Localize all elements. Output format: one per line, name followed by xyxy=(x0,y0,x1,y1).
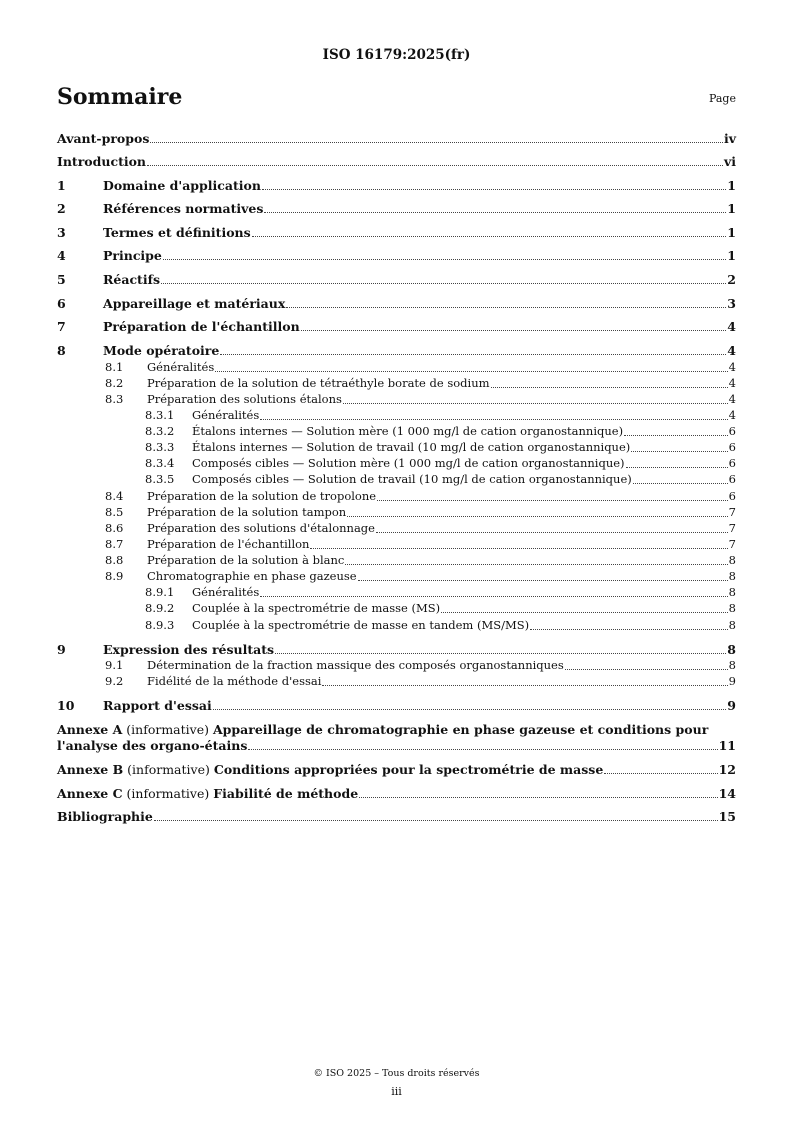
toc-entry[interactable] xyxy=(57,521,736,536)
toc-annex-a-line1[interactable] xyxy=(57,722,736,737)
toc-entry-label: Étalons internes — Solution mère (1 000 mg/l de cation organostannique) xyxy=(192,424,624,438)
dot-leader xyxy=(147,165,723,166)
toc-entry-number: 8.3.2 xyxy=(145,424,175,438)
toc-entry-label: Détermination de la fraction massique des composés organostanniques xyxy=(147,658,564,672)
dot-leader xyxy=(631,451,727,452)
toc-entry-label: Préparation de la solution tampon xyxy=(147,505,347,519)
toc-entry[interactable] xyxy=(57,505,736,520)
dot-leader xyxy=(347,516,727,517)
toc-entry-number: 8.8 xyxy=(105,553,124,567)
toc-entry-page: 15 xyxy=(718,809,736,824)
annex-a-name: Annexe A xyxy=(57,722,123,737)
toc-entry-page: 4 xyxy=(728,392,736,406)
dot-leader xyxy=(359,797,717,798)
toc-entry[interactable] xyxy=(57,424,736,439)
toc-entry-page: 2 xyxy=(727,272,736,287)
toc-entry-label: Avant-propos xyxy=(57,131,150,146)
toc-entry-number: 8.9.1 xyxy=(145,585,175,599)
toc-entry[interactable] xyxy=(57,225,736,240)
bibliography-label: Bibliographie xyxy=(57,809,153,824)
toc-entry-label: Généralités xyxy=(147,360,215,374)
toc-entry-number: 8.3.1 xyxy=(145,408,175,422)
toc-entry[interactable] xyxy=(57,489,736,504)
dot-leader xyxy=(358,580,728,581)
toc-entry-number: 9.1 xyxy=(105,658,124,672)
toc-bibliography[interactable] xyxy=(57,809,736,824)
toc-entry-number: 8.6 xyxy=(105,521,124,535)
toc-entry[interactable] xyxy=(57,537,736,552)
toc-annex-a-line2[interactable] xyxy=(57,738,736,753)
toc-entry-number: 8.9.2 xyxy=(145,601,175,615)
toc-entry-page: 8 xyxy=(728,569,736,583)
toc-entry[interactable] xyxy=(57,472,736,487)
toc-entry[interactable] xyxy=(57,601,736,616)
toc-entry-label: Réactifs xyxy=(103,272,160,287)
toc-entry-label: Références normatives xyxy=(103,201,264,216)
toc-entry[interactable] xyxy=(57,618,736,633)
toc-entry-page: 8 xyxy=(728,601,736,615)
annex-a-title-line1: Appareillage de chromatographie en phase gazeuse et conditions pour xyxy=(212,722,709,737)
toc-entry[interactable] xyxy=(57,456,736,471)
annex-a-kind: (informative) xyxy=(126,722,209,737)
annex-b-name: Annexe B xyxy=(57,762,124,777)
dot-leader xyxy=(377,500,728,501)
dot-leader xyxy=(376,532,728,533)
toc-entry-page: 8 xyxy=(728,658,736,672)
toc-entry-page: 14 xyxy=(718,786,736,801)
toc-entry-page: 4 xyxy=(727,319,736,334)
toc-entry[interactable] xyxy=(57,296,736,311)
dot-leader xyxy=(154,820,718,821)
dot-leader xyxy=(150,142,723,143)
toc-entry-label: Préparation de la solution de tropolone xyxy=(147,489,377,503)
page-number: iii xyxy=(391,1085,402,1098)
toc-entry-label: Préparation des solutions étalons xyxy=(147,392,342,406)
toc-entry[interactable] xyxy=(57,131,736,146)
toc-entry-page: 11 xyxy=(718,738,736,753)
toc-entry-label: Couplée à la spectrométrie de masse (MS) xyxy=(192,601,441,615)
toc-entry-page: 7 xyxy=(728,537,736,551)
dot-leader xyxy=(345,564,727,565)
toc-entry-number: 6 xyxy=(57,296,66,311)
annex-c-name: Annexe C xyxy=(57,786,123,801)
toc-entry-page: 9 xyxy=(727,698,736,713)
toc-entry-number: 8.3.5 xyxy=(145,472,175,486)
toc-entry-number: 8.4 xyxy=(105,489,124,503)
dot-leader xyxy=(530,629,728,630)
toc-entry-number: 4 xyxy=(57,248,66,263)
toc-entry-number: 8.3.3 xyxy=(145,440,175,454)
dot-leader xyxy=(220,354,726,355)
toc-entry[interactable] xyxy=(57,272,736,287)
toc-entry-page: 6 xyxy=(728,440,736,454)
dot-leader xyxy=(262,189,726,190)
dot-leader xyxy=(322,685,727,686)
toc-entry-number: 3 xyxy=(57,225,66,240)
toc-entry-number: 8.1 xyxy=(105,360,124,374)
annex-b-kind: (informative) xyxy=(127,762,210,777)
toc-entry-number: 8.2 xyxy=(105,376,124,390)
toc-entry-label: Préparation de la solution de tétraéthyle borate de sodium xyxy=(147,376,490,390)
dot-leader xyxy=(310,548,727,549)
toc-entry-label: Couplée à la spectrométrie de masse en tandem (MS/MS) xyxy=(192,618,530,632)
dot-leader xyxy=(286,307,726,308)
toc-entry[interactable] xyxy=(57,408,736,423)
dot-leader xyxy=(252,236,727,237)
toc-entry-label: Préparation des solutions d'étalonnage xyxy=(147,521,375,535)
toc-entry-label: Composés cibles — Solution de travail (10 mg/l de cation organostannique) xyxy=(192,472,632,486)
annex-b-title: Conditions appropriées pour la spectrométrie de masse xyxy=(213,762,604,777)
toc-entry[interactable] xyxy=(57,642,736,657)
toc-entry[interactable] xyxy=(57,319,736,334)
toc-entry-label: Étalons internes — Solution de travail (10 mg/l de cation organostannique) xyxy=(192,440,631,454)
toc-entry-number: 9 xyxy=(57,642,66,657)
toc-entry-label: Fidélité de la méthode d'essai xyxy=(147,674,322,688)
toc-entry-number: 1 xyxy=(57,178,66,193)
toc-entry[interactable] xyxy=(57,248,736,263)
toc-entry[interactable] xyxy=(57,154,736,169)
toc-entry-number: 8.7 xyxy=(105,537,124,551)
toc-entry-page: 6 xyxy=(728,456,736,470)
dot-leader xyxy=(565,669,728,670)
toc-entry-page: 9 xyxy=(728,674,736,688)
toc-entry[interactable] xyxy=(57,698,736,713)
toc-entry-page: vi xyxy=(723,154,736,169)
toc-entry-page: 6 xyxy=(728,472,736,486)
toc-entry[interactable] xyxy=(57,343,736,358)
toc-entry-number: 8.3 xyxy=(105,392,124,406)
toc-entry[interactable] xyxy=(57,585,736,600)
toc-entry-number: 2 xyxy=(57,201,66,216)
toc-entry-page: 12 xyxy=(718,762,736,777)
dot-leader xyxy=(626,467,728,468)
toc-entry-page: 8 xyxy=(727,642,736,657)
toc-entry-label: Appareillage et matériaux xyxy=(103,296,286,311)
toc-entry[interactable] xyxy=(57,553,736,568)
toc-entry-page: 1 xyxy=(727,225,736,240)
toc-entry-number: 8.9 xyxy=(105,569,124,583)
toc-entry[interactable] xyxy=(57,674,736,689)
toc-entry-number: 8.9.3 xyxy=(145,618,175,632)
toc-entry-label: Expression des résultats xyxy=(103,642,275,657)
dot-leader xyxy=(624,435,728,436)
dot-leader xyxy=(248,749,717,750)
toc-entry-page: 4 xyxy=(727,343,736,358)
toc-entry-page: 6 xyxy=(728,489,736,503)
annex-c-title: Fiabilité de méthode xyxy=(213,786,359,801)
annex-a-title-line2: l'analyse des organo-étains xyxy=(57,738,248,753)
toc-entry-page: 8 xyxy=(728,585,736,599)
toc-entry-label: Préparation de l'échantillon xyxy=(147,537,310,551)
page-title: Sommaire xyxy=(57,84,183,110)
dot-leader xyxy=(441,612,728,613)
toc-entry[interactable] xyxy=(57,392,736,407)
dot-leader xyxy=(491,387,728,388)
toc-entry-page: 4 xyxy=(728,360,736,374)
toc-entry-number: 8.5 xyxy=(105,505,124,519)
dot-leader xyxy=(301,330,727,331)
toc-entry-page: 1 xyxy=(727,201,736,216)
document-id: ISO 16179:2025(fr) xyxy=(322,47,471,63)
toc-entry-number: 5 xyxy=(57,272,66,287)
dot-leader xyxy=(264,212,726,213)
toc-entry[interactable] xyxy=(57,376,736,391)
toc-entry-number: 8.3.4 xyxy=(145,456,175,470)
copyright-notice: © ISO 2025 – Tous droits réservés xyxy=(313,1068,480,1079)
toc-entry-page: 1 xyxy=(727,248,736,263)
toc-entry[interactable] xyxy=(57,178,736,193)
toc-entry-label: Préparation de l'échantillon xyxy=(103,319,300,334)
toc-entry-label: Chromatographie en phase gazeuse xyxy=(147,569,357,583)
toc-entry-label: Généralités xyxy=(192,585,260,599)
toc-entry-number: 7 xyxy=(57,319,66,334)
toc-entry-label: Rapport d'essai xyxy=(103,698,212,713)
toc-entry-label: Composés cibles — Solution mère (1 000 mg/l de cation organostannique) xyxy=(192,456,625,470)
toc-entry-label: Domaine d'application xyxy=(103,178,261,193)
toc-annex-b[interactable] xyxy=(57,762,736,777)
dot-leader xyxy=(260,596,727,597)
toc-entry-page: 4 xyxy=(728,408,736,422)
toc-entry-number: 8 xyxy=(57,343,66,358)
toc-entry-number: 10 xyxy=(57,698,75,713)
toc-entry-label: Introduction xyxy=(57,154,147,169)
toc-entry[interactable] xyxy=(57,440,736,455)
dot-leader xyxy=(275,653,726,654)
toc-entry[interactable] xyxy=(57,360,736,375)
toc-entry-label: Mode opératoire xyxy=(103,343,220,358)
toc-entry-page: 3 xyxy=(727,296,736,311)
dot-leader xyxy=(604,773,717,774)
dot-leader xyxy=(215,371,727,372)
page-column-label: Page xyxy=(708,92,736,105)
dot-leader xyxy=(213,709,727,710)
toc-entry-page: iv xyxy=(723,131,736,146)
toc-entry-page: 6 xyxy=(728,424,736,438)
dot-leader xyxy=(161,283,726,284)
toc-entry-page: 7 xyxy=(728,505,736,519)
toc-entry-page: 8 xyxy=(728,618,736,632)
toc-entry-label: Termes et définitions xyxy=(103,225,251,240)
toc-annex-c[interactable] xyxy=(57,786,736,801)
dot-leader xyxy=(260,419,727,420)
dot-leader xyxy=(343,403,728,404)
toc-entry-label: Généralités xyxy=(192,408,260,422)
dot-leader xyxy=(163,259,726,260)
toc-entry-page: 4 xyxy=(728,376,736,390)
toc-entry-page: 1 xyxy=(727,178,736,193)
toc-entry[interactable] xyxy=(57,201,736,216)
toc-entry[interactable] xyxy=(57,658,736,673)
dot-leader xyxy=(633,483,728,484)
toc-entry[interactable] xyxy=(57,569,736,584)
toc-entry-label: Principe xyxy=(103,248,162,263)
toc-entry-label: Préparation de la solution à blanc xyxy=(147,553,345,567)
annex-c-kind: (informative) xyxy=(126,786,210,801)
toc-entry-number: 9.2 xyxy=(105,674,124,688)
toc-entry-page: 7 xyxy=(728,521,736,535)
toc-entry-page: 8 xyxy=(728,553,736,567)
